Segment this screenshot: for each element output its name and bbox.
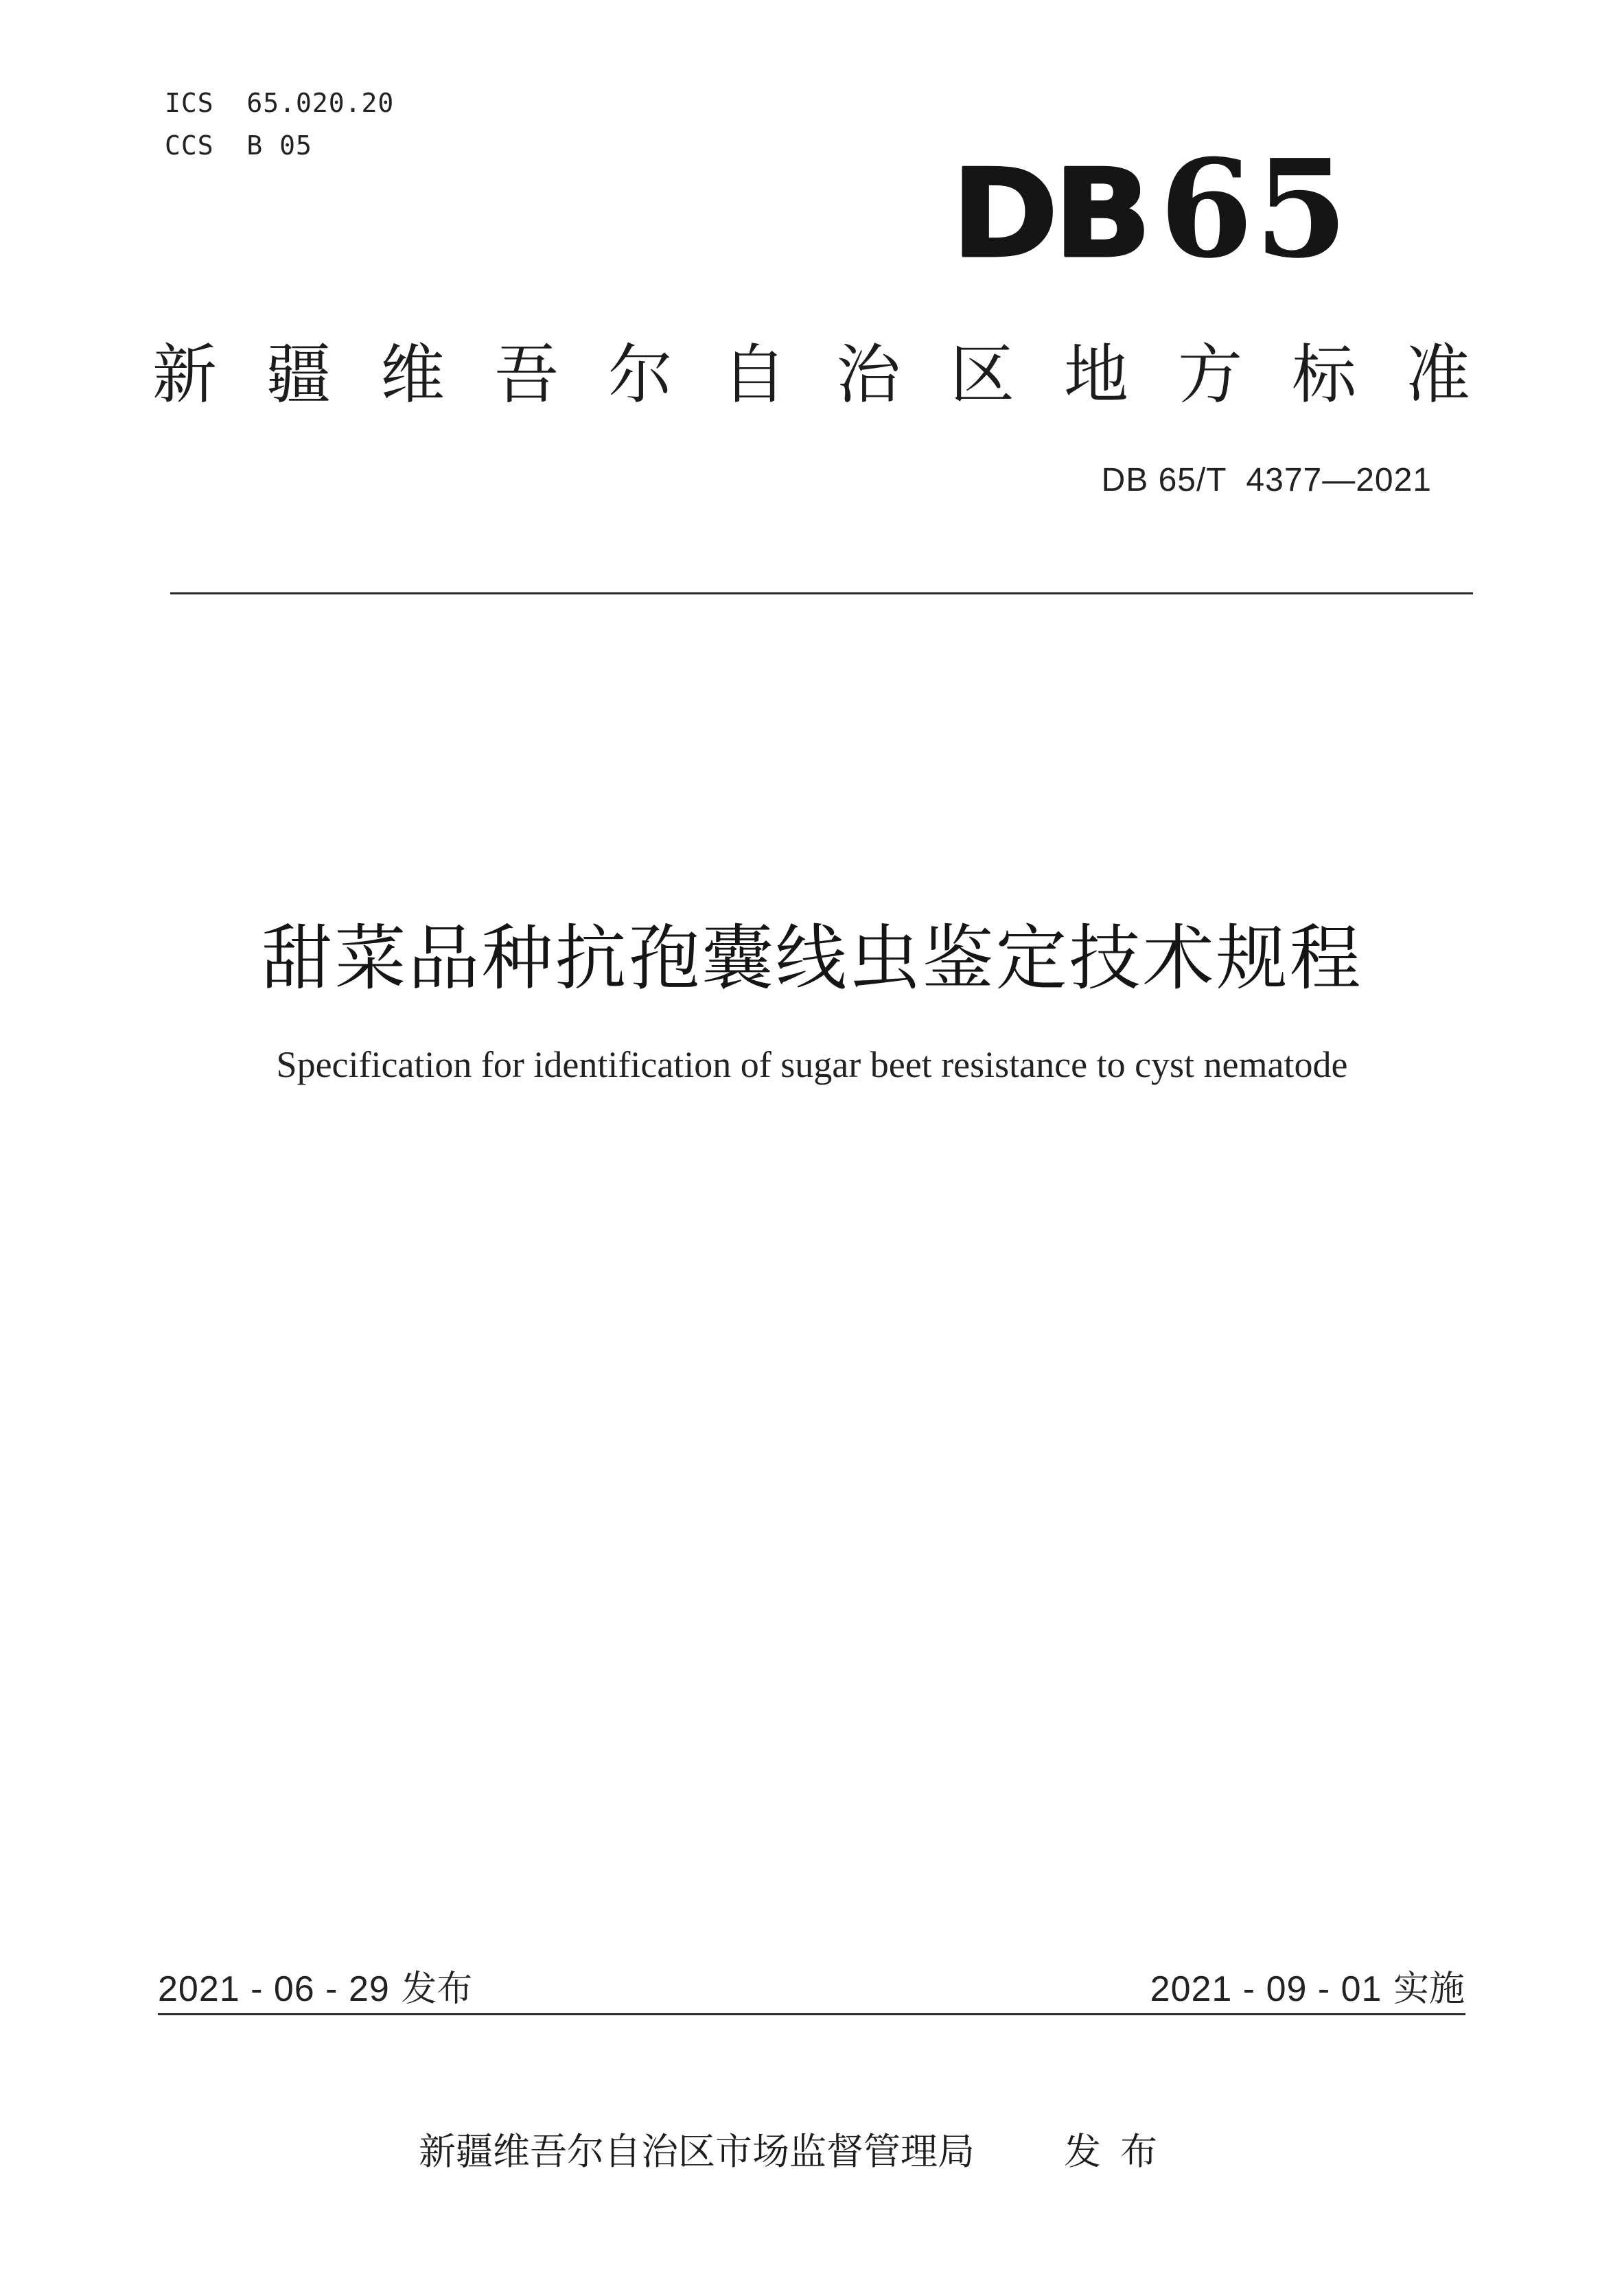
issue-date-value: 2021 - 06 - 29 <box>158 1969 390 2009</box>
issue-date-label: 发布 <box>401 1969 473 2010</box>
standard-number: DB 65/T 4377—2021 <box>1101 462 1432 498</box>
implementation-date-value: 2021 - 09 - 01 <box>1150 1969 1382 2009</box>
ics-code: ICS 65.020.20 <box>165 88 395 118</box>
db-logo-number: 65 <box>1159 130 1349 288</box>
implementation-date <box>1150 1960 1465 2011</box>
publisher-action: 发布 <box>1064 2130 1176 2173</box>
chinese-title: 甜菜品种抗孢囊线虫鉴定技术规程 <box>261 916 1363 1000</box>
ccs-code: CCS B 05 <box>165 130 312 161</box>
top-divider <box>170 592 1473 594</box>
english-title: Specification for identification of sugar beet resistance to cyst nematode <box>276 1044 1348 1085</box>
issue-date <box>158 1960 472 2011</box>
standard-type-heading: 新疆维吾尔自治区地方标准 <box>152 338 1520 413</box>
implementation-date-label: 实施 <box>1393 1969 1465 2010</box>
bottom-divider <box>158 2013 1465 2015</box>
db-logo-prefix: DB <box>951 143 1148 285</box>
publisher-name: 新疆维吾尔自治区市场监督管理局 <box>419 2130 975 2173</box>
db-logo <box>951 130 1349 288</box>
